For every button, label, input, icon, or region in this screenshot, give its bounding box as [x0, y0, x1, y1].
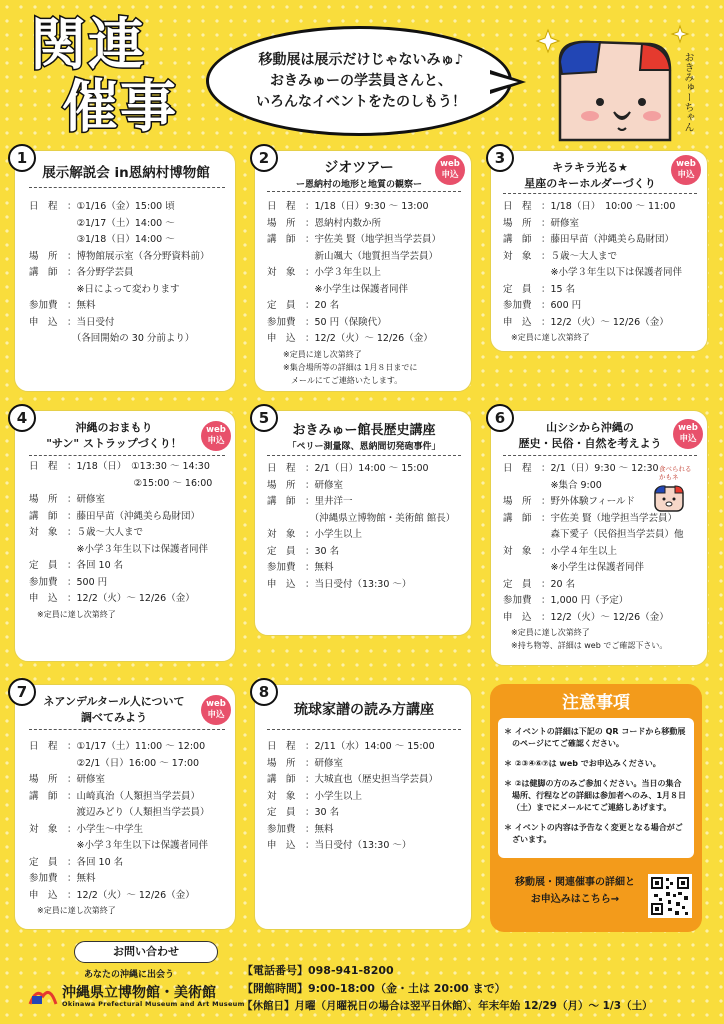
contact-label: お問い合わせ [74, 941, 218, 963]
event-details [29, 739, 210, 917]
detail-row: 定 員 ：30 名 [267, 545, 340, 557]
detail-row: 日 程 ：2/1（日）9:30 ～ 12:30 [503, 463, 659, 474]
event-number-6: 6 [486, 404, 514, 432]
detail-row: 講 師 ：各分野学芸員 [29, 267, 134, 278]
detail-row: 講 師 ：宇佐美 賢（地学担当学芸員） [267, 234, 442, 245]
event-card-3 [490, 150, 708, 352]
web-apply-badge: web 申込 [435, 155, 465, 185]
notice-item: ＊ ②③④⑥⑦は web でお申込みください。 [504, 759, 661, 768]
event-title: 展示解説会 in恩納村博物館 [42, 165, 210, 181]
museum-name-en: Okinawa Prefectural Museum and Art Museum [62, 1000, 245, 1008]
event-title: 琉球家譜の読み方講座 [294, 702, 434, 718]
detail-row: ※小学３年生以下は保護者同伴 [67, 543, 208, 555]
detail-row: 申 込 ：12/2（火）～ 12/26（金） [267, 333, 433, 344]
event-number-4: 4 [8, 404, 36, 432]
detail-row: 申 込 ：当日受付 [29, 316, 115, 328]
detail-row: ※小学３年生以下は保護者同伴 [67, 840, 208, 851]
event-card-1 [14, 150, 236, 392]
detail-row: 参加費 ：無料 [267, 823, 334, 835]
event-title: 山シシから沖縄の [546, 421, 634, 434]
phone-info: 【電話番号】098-941-8200 [242, 964, 394, 977]
detail-row: 参加費 ：無料 [267, 562, 334, 573]
event-card-4 [14, 410, 236, 662]
detail-row: 場 所 ：野外体験フィールド [503, 496, 636, 507]
detail-row: 講 師 ：里井洋一 [267, 496, 353, 507]
detail-row: 日 程 ：①1/17（土）11:00 ～ 12:00 [29, 741, 206, 752]
web-apply-badge: web 申込 [673, 419, 703, 449]
boar-mascot-illustration [651, 481, 687, 513]
qr-code[interactable] [648, 874, 692, 918]
detail-note: ※定員に達し次第終了 [29, 906, 116, 915]
detail-row: 日 程 ：①1/16（金）15:00 頃 [29, 201, 175, 212]
detail-row: ③1/18（日）14:00 ～ [67, 234, 175, 245]
detail-row: 参加費 ：1,000 円（予定） [503, 595, 629, 606]
detail-row: 対 象 ：小学生以上 [267, 790, 363, 802]
notice-item: ＊ ②は健脚の方のみご参加ください。当日の集合場所、行程などの詳細は参加者へのみ、1月８日（土）までにメールにてご連絡しあげます。 [504, 779, 687, 812]
detail-row: 日 程 ：2/1（日）14:00 ～ 15:00 [267, 463, 429, 474]
event-details [267, 199, 441, 387]
detail-row: ※小学３年生以下は保護者同伴 [541, 267, 682, 278]
detail-row: 新山颯大（地質担当学芸員） [305, 250, 439, 262]
event-number-7: 7 [8, 678, 36, 706]
speech-bubble-text: 移動展は展示だけじゃないみゅ♪ おきみゅーの学芸員さんと、 いろんなイベントをたのしもう！ [256, 52, 466, 110]
event-title: ネアンデルタール人について [43, 695, 185, 708]
event-number-8: 8 [250, 678, 278, 706]
detail-row: ②15:00 ～ 16:00 [67, 477, 213, 489]
museum-tagline: あなたの沖縄に出会う [84, 970, 175, 980]
event-title-line2: 調べてみよう [81, 711, 147, 724]
detail-row: 日 程 ：1/18（日）9:30 ～ 13:00 [267, 201, 429, 212]
detail-row: 場 所 ：研修室 [503, 217, 580, 229]
mascot-name: おきみゅーちゃん [682, 52, 693, 132]
event-title: ジオツアー [324, 160, 394, 176]
detail-row: 場 所 ：研修室 [29, 494, 106, 505]
detail-row: 場 所 ：研修室 [267, 757, 344, 769]
event-number-5: 5 [250, 404, 278, 432]
detail-row: 申 込 ：当日受付（13:30 ～） [267, 578, 412, 590]
detail-row: 参加費 ：無料 [29, 873, 96, 884]
detail-row: 日 程 ：1/18（日） ①13:30 ～ 14:30 [29, 461, 210, 472]
notice-title: 注意事項 [562, 693, 630, 713]
event-card-8 [254, 684, 472, 930]
detail-row: 参加費 ：600 円 [503, 300, 582, 311]
detail-row: 参加費 ：500 円 [29, 576, 108, 588]
notice-item: ＊ イベントの内容は予告なく変更となる場合がございます。 [504, 823, 683, 844]
detail-row: 講 師 ：藤田早苗（沖縄美ら島財団） [503, 234, 675, 245]
detail-row: 日 程 ：2/11（水）14:00 ～ 15:00 [267, 741, 435, 752]
side-note: 食べられる かもネ [659, 465, 692, 481]
event-details [29, 459, 212, 621]
event-card-5 [254, 410, 472, 636]
event-number-3: 3 [486, 144, 514, 172]
event-details [267, 739, 438, 855]
detail-row: 日 程 ：1/18（日） 10:00 ～ 11:00 [503, 201, 676, 212]
page-title-line2: 催事 [62, 75, 178, 140]
detail-row: 申 込 ：12/2（火）～ 12/26（金） [29, 593, 195, 604]
event-card-2 [254, 150, 472, 392]
event-details [29, 199, 210, 348]
detail-row: 場 所 ：恩納村内数か所 [267, 217, 382, 229]
event-title-line2: 星座のキーホルダーづくり [524, 177, 656, 190]
event-number-2: 2 [250, 144, 278, 172]
detail-note: ※定員に達し次第終了 [267, 349, 362, 359]
notice-item: ＊ イベントの詳細は下記の QR コードから移動展のページにてご確認ください。 [504, 727, 686, 748]
detail-row: 定 員 ：20 名 [267, 300, 340, 311]
detail-row: 対 象 ：小学３年生以上 [267, 267, 382, 278]
detail-row: ②1/17（土）14:00 ～ [67, 217, 175, 229]
detail-row: 定 員 ：20 名 [503, 578, 576, 590]
detail-row: ※日によって変わります [67, 283, 180, 295]
museum-logo-icon [28, 984, 58, 1006]
event-subtitle: ー恩納村の地形と地質の観察ー [295, 180, 422, 190]
detail-row: 定 員 ：30 名 [267, 807, 340, 818]
detail-row: ②2/1（日）16:00 ～ 17:00 [67, 757, 200, 769]
detail-row: 参加費 ：50 円（保険代） [267, 316, 387, 328]
detail-row: 対 象 ：小学生以上 [267, 529, 363, 540]
detail-row: 対 象 ：５歳～大人まで [503, 250, 618, 262]
detail-row: （沖縄県立博物館・美術館 館長） [305, 512, 456, 524]
event-title-line2: "サン" ストラップづくり！ [46, 437, 182, 450]
detail-row: 定 員 ：各回 10 名 [29, 560, 124, 571]
detail-row: 申 込 ：当日受付（13:30 ～） [267, 840, 412, 851]
closed-days-info: 【休館日】月曜（月曜祝日の場合は翌平日休館）、年末年始 12/29（月）～ 1/3（土） [242, 1000, 653, 1012]
notice-list [498, 718, 694, 858]
detail-row: 場 所 ：博物館展示室（各分野資料前） [29, 250, 210, 262]
detail-row: 申 込 ：12/2（火）～ 12/26（金） [29, 889, 195, 901]
detail-row: 森下愛子（民俗担当学芸員）他 [541, 529, 684, 540]
event-title-line2: 歴史・民俗・自然を考えよう [518, 437, 662, 450]
event-title: キラキラ光る★ [552, 161, 628, 174]
detail-row: ※小学生は保護者同伴 [305, 283, 408, 295]
detail-note: ※定員に達し次第終了 [29, 609, 116, 619]
detail-row: 講 師 ：大城直也（歴史担当学芸員） [267, 774, 439, 785]
event-details [267, 461, 455, 593]
detail-row: 定 員 ：15 名 [503, 283, 576, 295]
web-apply-badge: web 申込 [201, 421, 231, 451]
event-title: 沖縄のおまもり [75, 421, 153, 434]
detail-note: メールにてご連絡いたします。 [267, 375, 403, 385]
event-number-1: 1 [8, 144, 36, 172]
detail-row: 対 象 ：小学４年生以上 [503, 545, 618, 557]
event-title: おきみゅー館長歴史講座 [292, 423, 436, 438]
detail-row: 講 師 ：藤田早苗（沖縄美ら島財団） [29, 510, 201, 522]
detail-row: 申 込 ：12/2（火）～ 12/26（金） [503, 611, 669, 623]
event-card-7 [14, 684, 236, 930]
detail-row: 講 師 ：宇佐美 賢（地学担当学芸員） [503, 512, 678, 524]
event-card-6 [490, 410, 708, 666]
detail-row: 場 所 ：研修室 [267, 479, 344, 491]
detail-row: 参加費 ：無料 [29, 300, 96, 311]
detail-row: 講 師 ：山崎真治（人類担当学芸員） [29, 790, 201, 802]
detail-row: 渡辺みどり（人類担当学芸員） [67, 807, 210, 818]
page-title-line1: 関連 [30, 13, 146, 78]
qr-instructions: 移動展・関連催事の詳細と お申込みはこちら→ [515, 877, 635, 905]
detail-row: 場 所 ：研修室 [29, 774, 106, 785]
detail-note: ※持ち物等、詳細は web でご確認下さい。 [503, 641, 668, 650]
web-apply-badge: web 申込 [201, 695, 231, 725]
detail-note: ※集合場所等の詳細は 1月８日までに [267, 362, 418, 372]
web-apply-badge: web 申込 [671, 155, 701, 185]
detail-row: 定 員 ：各回 10 名 [29, 856, 124, 868]
detail-note: ※定員に達し次第終了 [503, 628, 590, 637]
museum-name: 沖縄県立博物館・美術館 [62, 985, 216, 1001]
detail-row: 対 象 ：５歳～大人まで [29, 527, 144, 538]
event-details [503, 199, 682, 344]
detail-row: ※集合 9:00 [541, 479, 602, 491]
detail-row: ※小学生は保護者同伴 [541, 562, 644, 573]
notice-box [490, 684, 702, 932]
detail-note: ※定員に達し次第終了 [503, 333, 590, 342]
detail-row: 対 象 ：小学生～中学生 [29, 823, 144, 835]
detail-row: 申 込 ：12/2（火）～ 12/26（金） [503, 316, 669, 328]
hours-info: 【開館時間】9:00-18:00（金・土は 20:00 まで） [242, 982, 506, 995]
event-subtitle: 「ペリー測量隊、恩納間切発砲事件」 [287, 442, 441, 452]
detail-row: （各回開始の 30 分前より） [67, 333, 195, 344]
